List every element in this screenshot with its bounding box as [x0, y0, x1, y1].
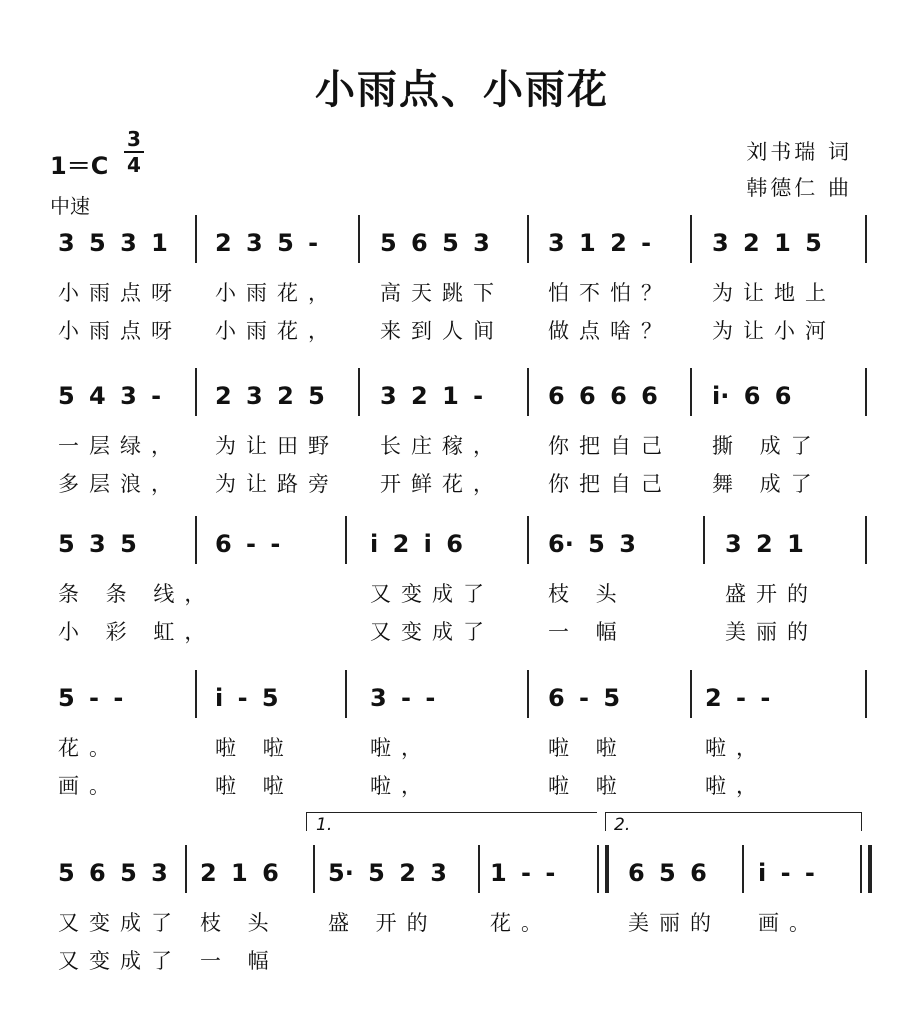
double-barline — [860, 845, 872, 893]
lyric-1: 你把自己 — [548, 434, 672, 458]
barline — [185, 845, 187, 893]
lyric-1: 花。 — [58, 736, 120, 760]
measure-notes: 5 - - — [58, 684, 124, 712]
lyric-2: 多层浪， — [58, 472, 182, 496]
lyric-1: 为让地上 — [712, 281, 836, 305]
measure-notes: 6 6 6 6 — [548, 382, 658, 410]
volta-second-number: 2. — [614, 815, 631, 835]
measure-notes: 3 1 2 - — [548, 229, 652, 257]
song-title: 小雨点、小雨花 — [315, 67, 609, 113]
barline — [195, 516, 197, 564]
lyric-2: 啦， — [370, 774, 432, 798]
lyric-2: 开鲜花， — [380, 472, 504, 496]
time-signature — [122, 128, 146, 176]
barline — [865, 215, 867, 263]
composer-credit: 韩德仁 曲 — [746, 176, 852, 200]
barline — [345, 516, 347, 564]
measure-notes: 6 - 5 — [548, 684, 621, 712]
lyric-1: 画。 — [758, 911, 820, 935]
lyric-2: 你把自己 — [548, 472, 672, 496]
lyric-2: 啦， — [705, 774, 767, 798]
measure-notes: 3 2 1 - — [380, 382, 484, 410]
lyric-1: 啦 啦 — [548, 736, 627, 760]
lyric-1: 啦 啦 — [215, 736, 294, 760]
lyric-1: 啦， — [370, 736, 432, 760]
lyric-1: 又变成了 — [370, 582, 494, 606]
time-signature-bottom: 4 — [127, 153, 141, 177]
double-barline — [597, 845, 609, 893]
measure-notes: 2 3 2 5 — [215, 382, 325, 410]
lyric-2: 美丽的 — [725, 620, 818, 644]
measure-notes: i - 5 — [215, 684, 279, 712]
barline — [690, 670, 692, 718]
barline — [865, 516, 867, 564]
barline — [195, 215, 197, 263]
measure-notes: 5 3 5 — [58, 530, 137, 558]
lyricist-credit: 刘书瑞 词 — [746, 140, 852, 164]
volta-second — [605, 812, 862, 831]
measure-notes: 3 5 3 1 — [58, 229, 168, 257]
barline — [865, 368, 867, 416]
measure-notes: 3 2 1 5 — [712, 229, 822, 257]
barline — [358, 368, 360, 416]
measure-notes: 6· 5 3 — [548, 530, 636, 558]
lyric-2: 画。 — [58, 774, 120, 798]
lyric-2: 一 幅 — [200, 949, 279, 973]
lyric-2: 为让路旁 — [215, 472, 339, 496]
barline — [703, 516, 705, 564]
measure-notes: 3 2 1 — [725, 530, 804, 558]
measure-notes: i· 6 6 — [712, 382, 792, 410]
lyric-1: 花。 — [490, 911, 552, 935]
barline — [742, 845, 744, 893]
barline — [690, 368, 692, 416]
measure-notes: i - - — [758, 859, 815, 887]
measure-notes: 5 4 3 - — [58, 382, 162, 410]
measure-notes: 2 1 6 — [200, 859, 279, 887]
lyric-1: 枝 头 — [200, 911, 279, 935]
lyric-1: 啦， — [705, 736, 767, 760]
barline — [195, 368, 197, 416]
measure-notes: 5 6 5 3 — [58, 859, 168, 887]
measure-notes: 3 - - — [370, 684, 436, 712]
lyric-1: 撕 成了 — [712, 434, 822, 458]
lyric-2: 小雨点呀 — [58, 319, 182, 343]
lyric-2: 舞 成了 — [712, 472, 822, 496]
barline — [527, 215, 529, 263]
barline — [527, 516, 529, 564]
lyric-1: 枝 头 — [548, 582, 627, 606]
barline — [527, 670, 529, 718]
measure-notes: 6 - - — [215, 530, 281, 558]
volta-first — [306, 812, 597, 831]
lyric-2: 一 幅 — [548, 620, 627, 644]
barline — [345, 670, 347, 718]
measure-notes: 2 - - — [705, 684, 771, 712]
lyric-1: 高天跳下 — [380, 281, 504, 305]
measure-notes: 6 5 6 — [628, 859, 707, 887]
barline — [195, 670, 197, 718]
measure-notes: 5 6 5 3 — [380, 229, 490, 257]
lyric-1: 盛 开的 — [328, 911, 438, 935]
barline — [358, 215, 360, 263]
lyric-1: 为让田野 — [215, 434, 339, 458]
lyric-1: 小雨点呀 — [58, 281, 182, 305]
tempo-marking: 中速 — [50, 194, 90, 218]
key-signature: 1＝C — [50, 152, 109, 180]
time-signature-top: 3 — [127, 127, 141, 151]
lyric-1: 美丽的 — [628, 911, 721, 935]
lyric-2: 小雨花， — [215, 319, 339, 343]
lyric-1: 小雨花， — [215, 281, 339, 305]
lyric-1: 怕不怕？ — [548, 281, 672, 305]
barline — [478, 845, 480, 893]
lyric-2: 啦 啦 — [548, 774, 627, 798]
lyric-2: 为让小河 — [712, 319, 836, 343]
lyric-2: 啦 啦 — [215, 774, 294, 798]
barline — [690, 215, 692, 263]
lyric-2: 又变成了 — [370, 620, 494, 644]
lyric-2: 做点啥？ — [548, 319, 672, 343]
lyric-2: 又变成了 — [58, 949, 182, 973]
lyric-2: 小 彩 虹， — [58, 620, 216, 644]
lyric-2: 来到人间 — [380, 319, 504, 343]
lyric-1: 盛开的 — [725, 582, 818, 606]
measure-notes: 5· 5 2 3 — [328, 859, 447, 887]
barline — [313, 845, 315, 893]
lyric-1: 又变成了 — [58, 911, 182, 935]
volta-first-number: 1. — [316, 815, 333, 835]
lyric-1: 一层绿， — [58, 434, 182, 458]
barline — [865, 670, 867, 718]
measure-notes: 1 - - — [490, 859, 556, 887]
lyric-1: 条 条 线， — [58, 582, 216, 606]
barline — [527, 368, 529, 416]
lyric-1: 长庄稼， — [380, 434, 504, 458]
measure-notes: i 2 i 6 — [370, 530, 463, 558]
measure-notes: 2 3 5 - — [215, 229, 319, 257]
